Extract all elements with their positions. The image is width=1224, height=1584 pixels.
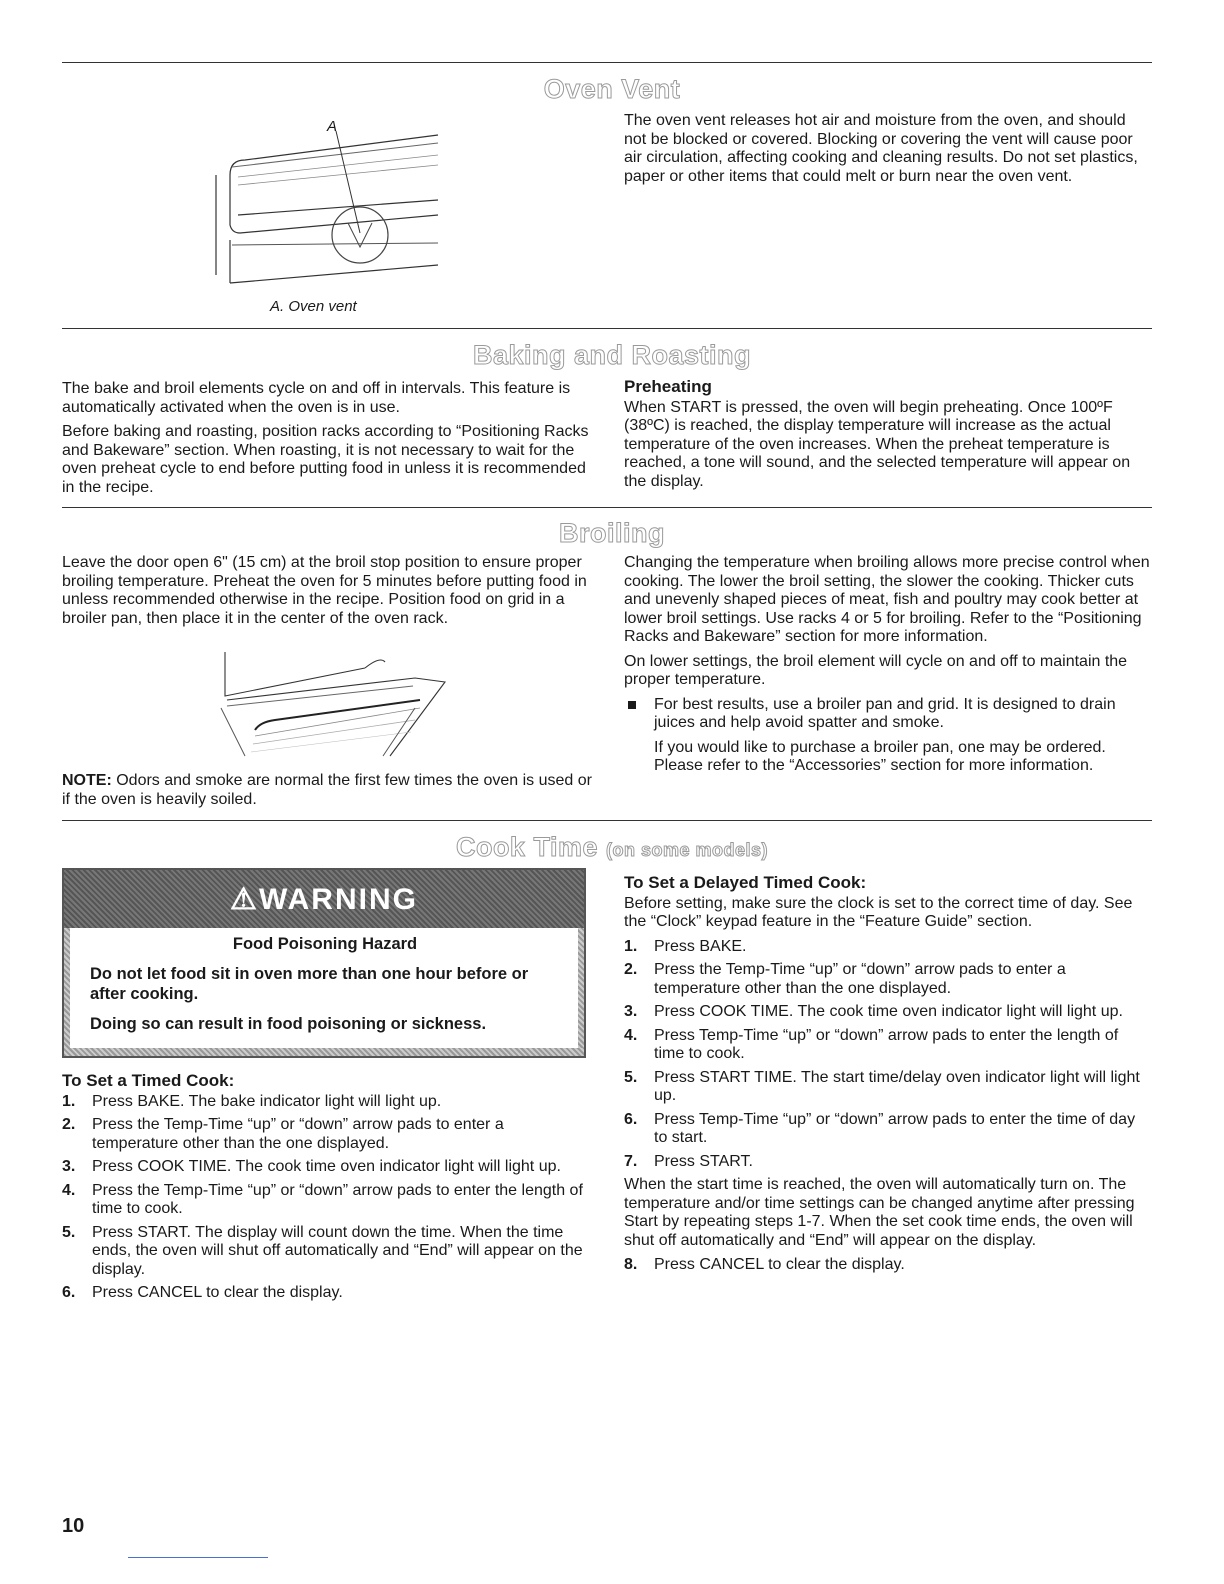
step-number: 5.	[624, 1068, 638, 1086]
step-item	[624, 961, 1152, 998]
warning-right-stripe	[578, 928, 584, 1056]
broiling-bullet	[624, 696, 1152, 733]
cook-time-title	[0, 832, 1224, 863]
step-number: 6.	[62, 1284, 76, 1301]
note-body: Odors and smoke are normal the first few times the oven is used or if the oven is heavily soiled.	[62, 772, 592, 808]
broiling-left-p1: Leave the door open 6" (15 cm) at the broil stop position to ensure proper broiling temperature. Preheat the oven for 5 minutes before putting food in unless recommended otherwise in the recipe. Position food on grid in a broiler pan, then place it in the center of the oven rack.	[62, 554, 587, 627]
step-item	[624, 1111, 1152, 1148]
cook-time-rule	[62, 820, 1152, 821]
step-number: 3.	[62, 1158, 76, 1175]
preheating-body: When START is pressed, the oven will begin preheating. Once 100ºF (38ºC) is reached, the display temperature will increase as the actual temperature of the oven increases. When the preheat temperature is reached, a tone will sound, and the selected temperature will appear on the display.	[624, 398, 1131, 490]
preheating-heading: Preheating	[624, 377, 712, 396]
delayed-cook-steps	[624, 938, 1152, 1172]
step-number: 1.	[62, 1092, 76, 1110]
warning-hazard: Food Poisoning Hazard	[232, 935, 418, 953]
oven-vent-title: Oven Vent	[543, 74, 681, 104]
warning-bottom-stripe	[64, 1048, 584, 1056]
delayed-cook-final-step	[624, 1256, 1152, 1275]
warning-triangle-icon: ⚠	[230, 883, 259, 916]
timed-cook-column	[62, 1072, 592, 1308]
warning-header	[64, 870, 584, 928]
step-item	[62, 1182, 592, 1219]
step-text: Press the Temp-Time “up” or “down” arrow pads to enter a temperature other than the one displayed.	[92, 1116, 504, 1152]
baking-left-p1: The bake and broil elements cycle on and off in intervals. This feature is automatically activated when the oven is in use.	[62, 380, 571, 416]
footer-underline	[128, 1557, 268, 1558]
step-number: 5.	[62, 1223, 76, 1241]
broiling-right-column	[624, 554, 1152, 782]
step-item	[62, 1093, 592, 1112]
broiling-bullet-follow: If you would like to purchase a broiler pan, one may be ordered. Please refer to the “Accessories” section for more information.	[654, 738, 1106, 774]
step-item	[624, 1153, 1152, 1172]
broiling-note	[62, 772, 592, 809]
broiling-rule	[62, 507, 1152, 508]
timed-cook-steps	[62, 1093, 592, 1303]
step-text: Press START TIME. The start time/delay oven indicator light will light up.	[654, 1068, 1140, 1104]
oven-vent-body: The oven vent releases hot air and moisture from the oven, and should not be blocked or covered. Blocking or covering the vent will cause poor air circulation, affecting cooking and cleaning results. Do not set plastics, paper or other items that could melt or burn near the oven vent.	[624, 112, 1138, 185]
step-item	[62, 1284, 592, 1303]
step-item	[624, 938, 1152, 957]
page-number: 10	[62, 1515, 85, 1537]
step-text: Press START. The display will count down the time. When the time ends, the oven will shut off automatically and “End” will appear on the display.	[92, 1223, 583, 1278]
warning-word: ⚠WARNING	[230, 883, 418, 916]
top-rule	[62, 62, 1152, 63]
step-text: Press BAKE.	[654, 937, 747, 955]
step-number: 3.	[624, 1003, 638, 1020]
step-item	[624, 1069, 1152, 1106]
oven-vent-figure-label: A	[327, 118, 338, 135]
step-number: 4.	[624, 1026, 638, 1044]
step-text: Press BAKE. The bake indicator light will light up.	[92, 1092, 442, 1110]
step-number: 6.	[624, 1110, 638, 1128]
delayed-cook-column	[624, 874, 1152, 1280]
step-item	[624, 1003, 1152, 1022]
broiling-right-p2: On lower settings, the broil element will cycle on and off to maintain the proper temperature.	[624, 652, 1128, 688]
timed-cook-heading: To Set a Timed Cook:	[62, 1071, 235, 1090]
cook-time-title-suffix: (on some models)	[606, 840, 769, 860]
step-item	[62, 1116, 592, 1153]
step-number: 7.	[624, 1152, 638, 1170]
step-text: Press Temp-Time “up” or “down” arrow pads to enter the time of day to start.	[654, 1110, 1136, 1146]
step-item	[62, 1158, 592, 1177]
delayed-cook-heading: To Set a Delayed Timed Cook:	[624, 873, 867, 892]
step-text: Press COOK TIME. The cook time oven indicator light will light up.	[92, 1158, 561, 1175]
baking-rule	[62, 328, 1152, 329]
warning-box	[62, 868, 586, 1058]
cook-time-title-main: Cook Time	[455, 832, 598, 862]
baking-title: Baking and Roasting	[472, 340, 752, 370]
warning-line1: Do not let food sit in oven more than one hour before or after cooking.	[90, 965, 529, 1003]
step-number: 4.	[62, 1181, 76, 1199]
broiling-title: Broiling	[559, 518, 665, 548]
broiler-door-illustration	[215, 648, 450, 758]
oven-vent-caption: A. Oven vent	[270, 298, 357, 315]
bullet-square-icon	[628, 701, 636, 709]
step-number: 2.	[624, 961, 638, 978]
delayed-cook-intro: Before setting, make sure the clock is set to the correct time of day. See the “Clock” keypad feature in the “Feature Guide” section.	[624, 894, 1133, 930]
broiling-right-p1: Changing the temperature when broiling allows more precise control when cooking. The lower the broil setting, the slower the cooking. Thicker cuts and unevenly shaped pieces of meat, fish and poultry may cook better at lower broil settings. Use racks 4 or 5 for broiling. Refer to the “Positioning Racks and Bakeware” section for more information.	[624, 554, 1150, 645]
step-text: Press CANCEL to clear the display.	[92, 1284, 343, 1301]
baking-right-column	[624, 378, 1152, 497]
step-item	[624, 1027, 1152, 1064]
baking-left-column	[62, 380, 592, 503]
warning-left-stripe	[64, 928, 70, 1056]
step-item	[62, 1224, 592, 1280]
step-text: Press COOK TIME. The cook time oven indicator light will light up.	[654, 1003, 1123, 1020]
step-number: 2.	[62, 1116, 76, 1133]
step-text: Press START.	[654, 1152, 753, 1170]
step-text: Press Temp-Time “up” or “down” arrow pads to enter the length of time to cook.	[654, 1026, 1119, 1062]
broiling-bullet-text: For best results, use a broiler pan and grid. It is designed to drain juices and help avoid spatter and smoke.	[654, 695, 1116, 731]
step-number: 1.	[624, 937, 638, 955]
step-text: Press the Temp-Time “up” or “down” arrow pads to enter the length of time to cook.	[92, 1181, 583, 1217]
step-item: 8. Press CANCEL to clear the display.	[624, 1256, 905, 1273]
oven-vent-illustration	[210, 115, 450, 290]
baking-left-p2: Before baking and roasting, position racks according to “Positioning Racks and Bakeware” section. When roasting, it is not necessary to wait for the oven preheat cycle to end before putting food in unless it is recommended in the recipe.	[62, 423, 589, 496]
step-text: Press the Temp-Time “up” or “down” arrow pads to enter a temperature other than the one displayed.	[654, 961, 1066, 997]
warning-line2: Doing so can result in food poisoning or sickness.	[90, 1015, 487, 1033]
warning-body	[90, 934, 560, 1044]
note-label: NOTE:	[62, 772, 112, 789]
delayed-cook-after: When the start time is reached, the oven will automatically turn on. The temperature and/or time settings can be changed anytime after pressing Start by repeating steps 1-7. When the set cook time ends, the oven will shut off automatically and “End” will appear on the display.	[624, 1176, 1135, 1249]
